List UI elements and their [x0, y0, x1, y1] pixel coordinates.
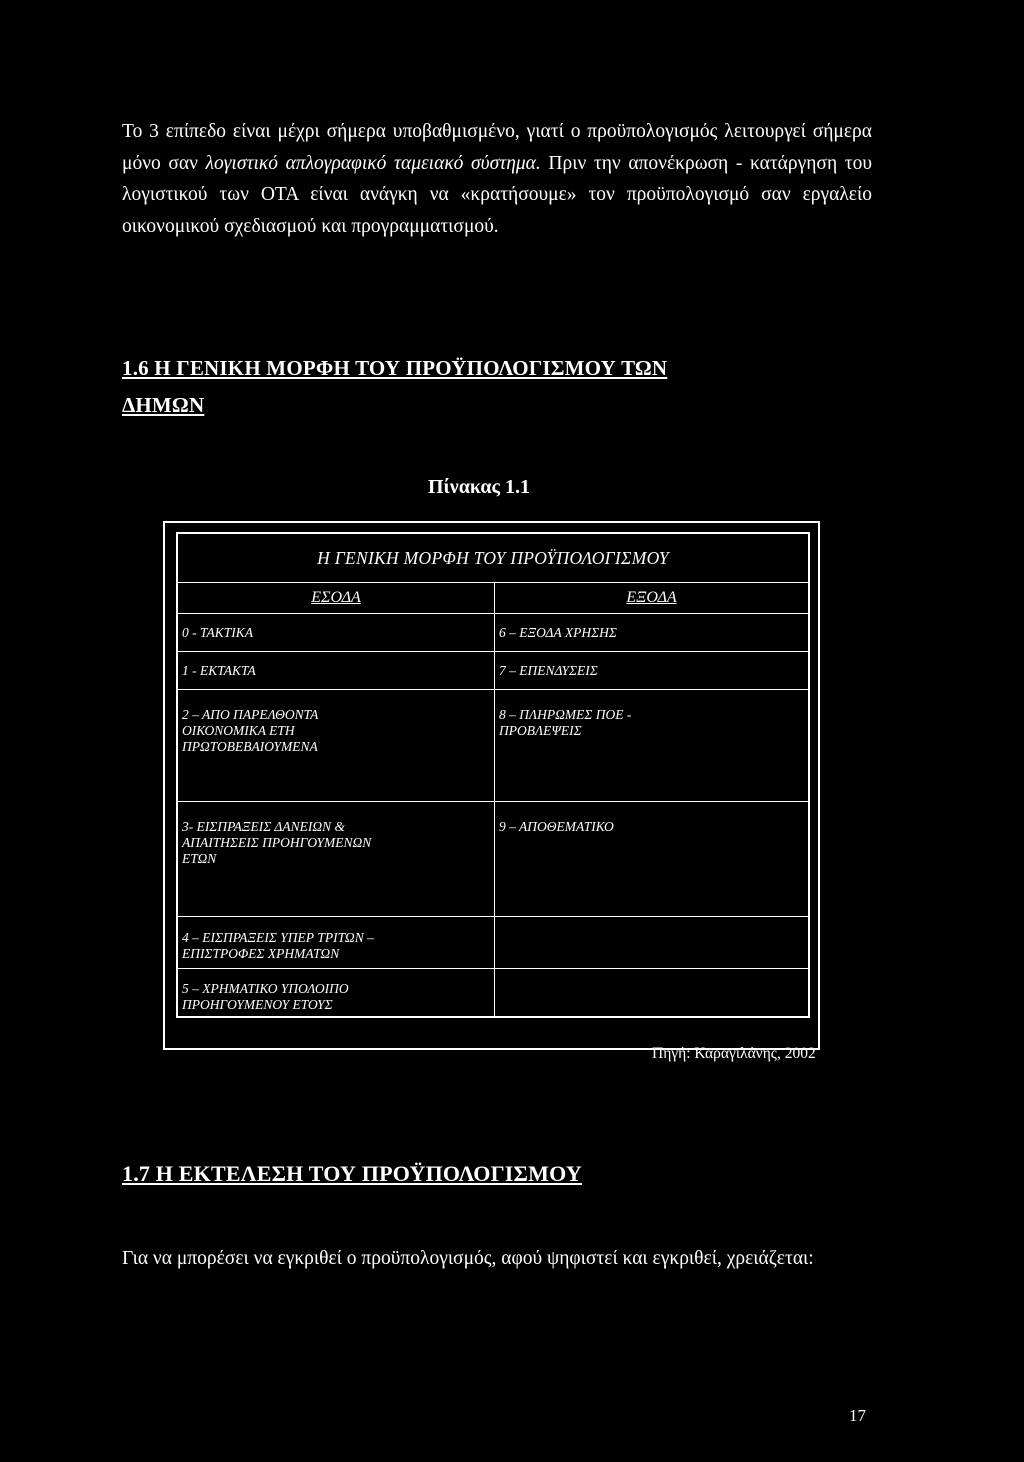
cell-line: 5 – ΧΡΗΜΑΤΙΚΟ ΥΠΟΛΟΙΠΟ: [182, 981, 349, 996]
table-row: [177, 652, 809, 690]
table-title: Η ΓΕΝΙΚΗ ΜΟΡΦΗ ΤΟΥ ΠΡΟΫΠΟΛΟΓΙΣΜΟΥ: [177, 533, 809, 583]
column-header-expense: ΕΞΟΔΑ: [495, 583, 810, 614]
table-row: [177, 917, 809, 969]
income-cell: [177, 802, 495, 917]
table-row: [177, 802, 809, 917]
expense-cell: [495, 690, 810, 802]
intro-emphasis: λογιστικό απλογραφικό ταμειακό σύστημα.: [205, 152, 541, 174]
cell-line: ΟΙΚΟΝΟΜΙΚΑ ΕΤΗ: [182, 723, 295, 738]
cell-line: ΠΡΟΒΛΕΨΕΙΣ: [499, 723, 582, 738]
table-row: [177, 690, 809, 802]
cell-line: 0 - ΤΑΚΤΙΚΑ: [182, 625, 254, 640]
cell-line: ΠΡΩΤΟΒΕΒΑΙΟΥΜΕΝΑ: [182, 739, 318, 754]
intro-paragraph: [122, 116, 872, 242]
page-number: 17: [849, 1406, 866, 1425]
expense-cell: [495, 614, 810, 652]
table-source-caption: Πηγή: Καραγιλάνης, 2002: [652, 1045, 816, 1062]
section-heading-1-7: 1.7 Η ΕΚΤΕΛΕΣΗ ΤΟΥ ΠΡΟΫΠΟΛΟΓΙΣΜΟΥ: [122, 1161, 582, 1186]
cell-line: 2 – ΑΠΟ ΠΑΡΕΛΘΟΝΤΑ: [182, 707, 319, 722]
section-heading-line: ΔΗΜΩΝ: [122, 393, 205, 417]
cell-line: ΠΡΟΗΓΟΥΜΕΝΟΥ ΕΤΟΥΣ: [182, 997, 333, 1012]
income-cell: [177, 917, 495, 969]
cell-line: 3- ΕΙΣΠΡΑΞΕΙΣ ΔΑΝΕΙΩΝ &: [182, 819, 345, 834]
cell-line: 7 – ΕΠΕΝΔΥΣΕΙΣ: [499, 663, 598, 678]
intro-text: Το 3 επίπεδο είναι μέχρι σήμερα υποβαθμισμένο, γιατί ο προϋπολογισμός λειτουργεί σήμερα μόνο σαν: [122, 121, 872, 174]
income-cell: [177, 652, 495, 690]
cell-line: ΑΠΑΙΤΗΣΕΙΣ ΠΡΟΗΓΟΥΜΕΝΩΝ: [182, 835, 372, 850]
cell-line: ΕΤΩΝ: [182, 851, 217, 866]
table-row: [177, 969, 809, 1017]
income-cell: [177, 690, 495, 802]
cell-line: ΕΠΙΣΤΡΟΦΕΣ ΧΡΗΜΑΤΩΝ: [182, 946, 340, 961]
expense-cell: [495, 802, 810, 917]
budget-table: [176, 532, 810, 1018]
cell-line: 8 – ΠΛΗΡΩΜΕΣ ΠΟΕ -: [499, 707, 632, 722]
column-header-income: ΕΣΟΔΑ: [177, 583, 495, 614]
table-label: Πίνακας 1.1: [428, 476, 530, 498]
intro-text-continued: Πριν την απονέκρωση - κατάργηση του λογιστικού των ΟΤΑ είναι ανάγκη να «κρατήσουμε» τον προϋπολογισμό σαν εργαλείο οικονομικού σχεδιασμού και προγραμματισμού.: [122, 152, 872, 237]
expense-cell: [495, 652, 810, 690]
income-cell: [177, 969, 495, 1017]
cell-line: 9 – ΑΠΟΘΕΜΑΤΙΚΟ: [499, 819, 614, 834]
section-1-7-text: Για να μπορέσει να εγκριθεί ο προϋπολογισμός, αφού ψηφιστεί και εγκριθεί, χρειάζεται:: [122, 1248, 814, 1269]
section-heading-line: 1.6 Η ΓΕΝΙΚΗ ΜΟΡΦΗ ΤΟΥ ΠΡΟΫΠΟΛΟΓΙΣΜΟΥ ΤΩΝ: [122, 356, 668, 380]
section-heading-1-6: [122, 356, 667, 418]
expense-cell: [495, 917, 810, 969]
income-cell: [177, 614, 495, 652]
cell-line: 1 - ΕΚΤΑΚΤΑ: [182, 663, 256, 678]
expense-cell: [495, 969, 810, 1017]
section-1-7-paragraph: [122, 1240, 872, 1278]
cell-line: 4 – ΕΙΣΠΡΑΞΕΙΣ ΥΠΕΡ ΤΡΙΤΩΝ –: [182, 930, 374, 945]
cell-line: 6 – ΕΞΟΔΑ ΧΡΗΣΗΣ: [499, 625, 617, 640]
table-row: [177, 614, 809, 652]
